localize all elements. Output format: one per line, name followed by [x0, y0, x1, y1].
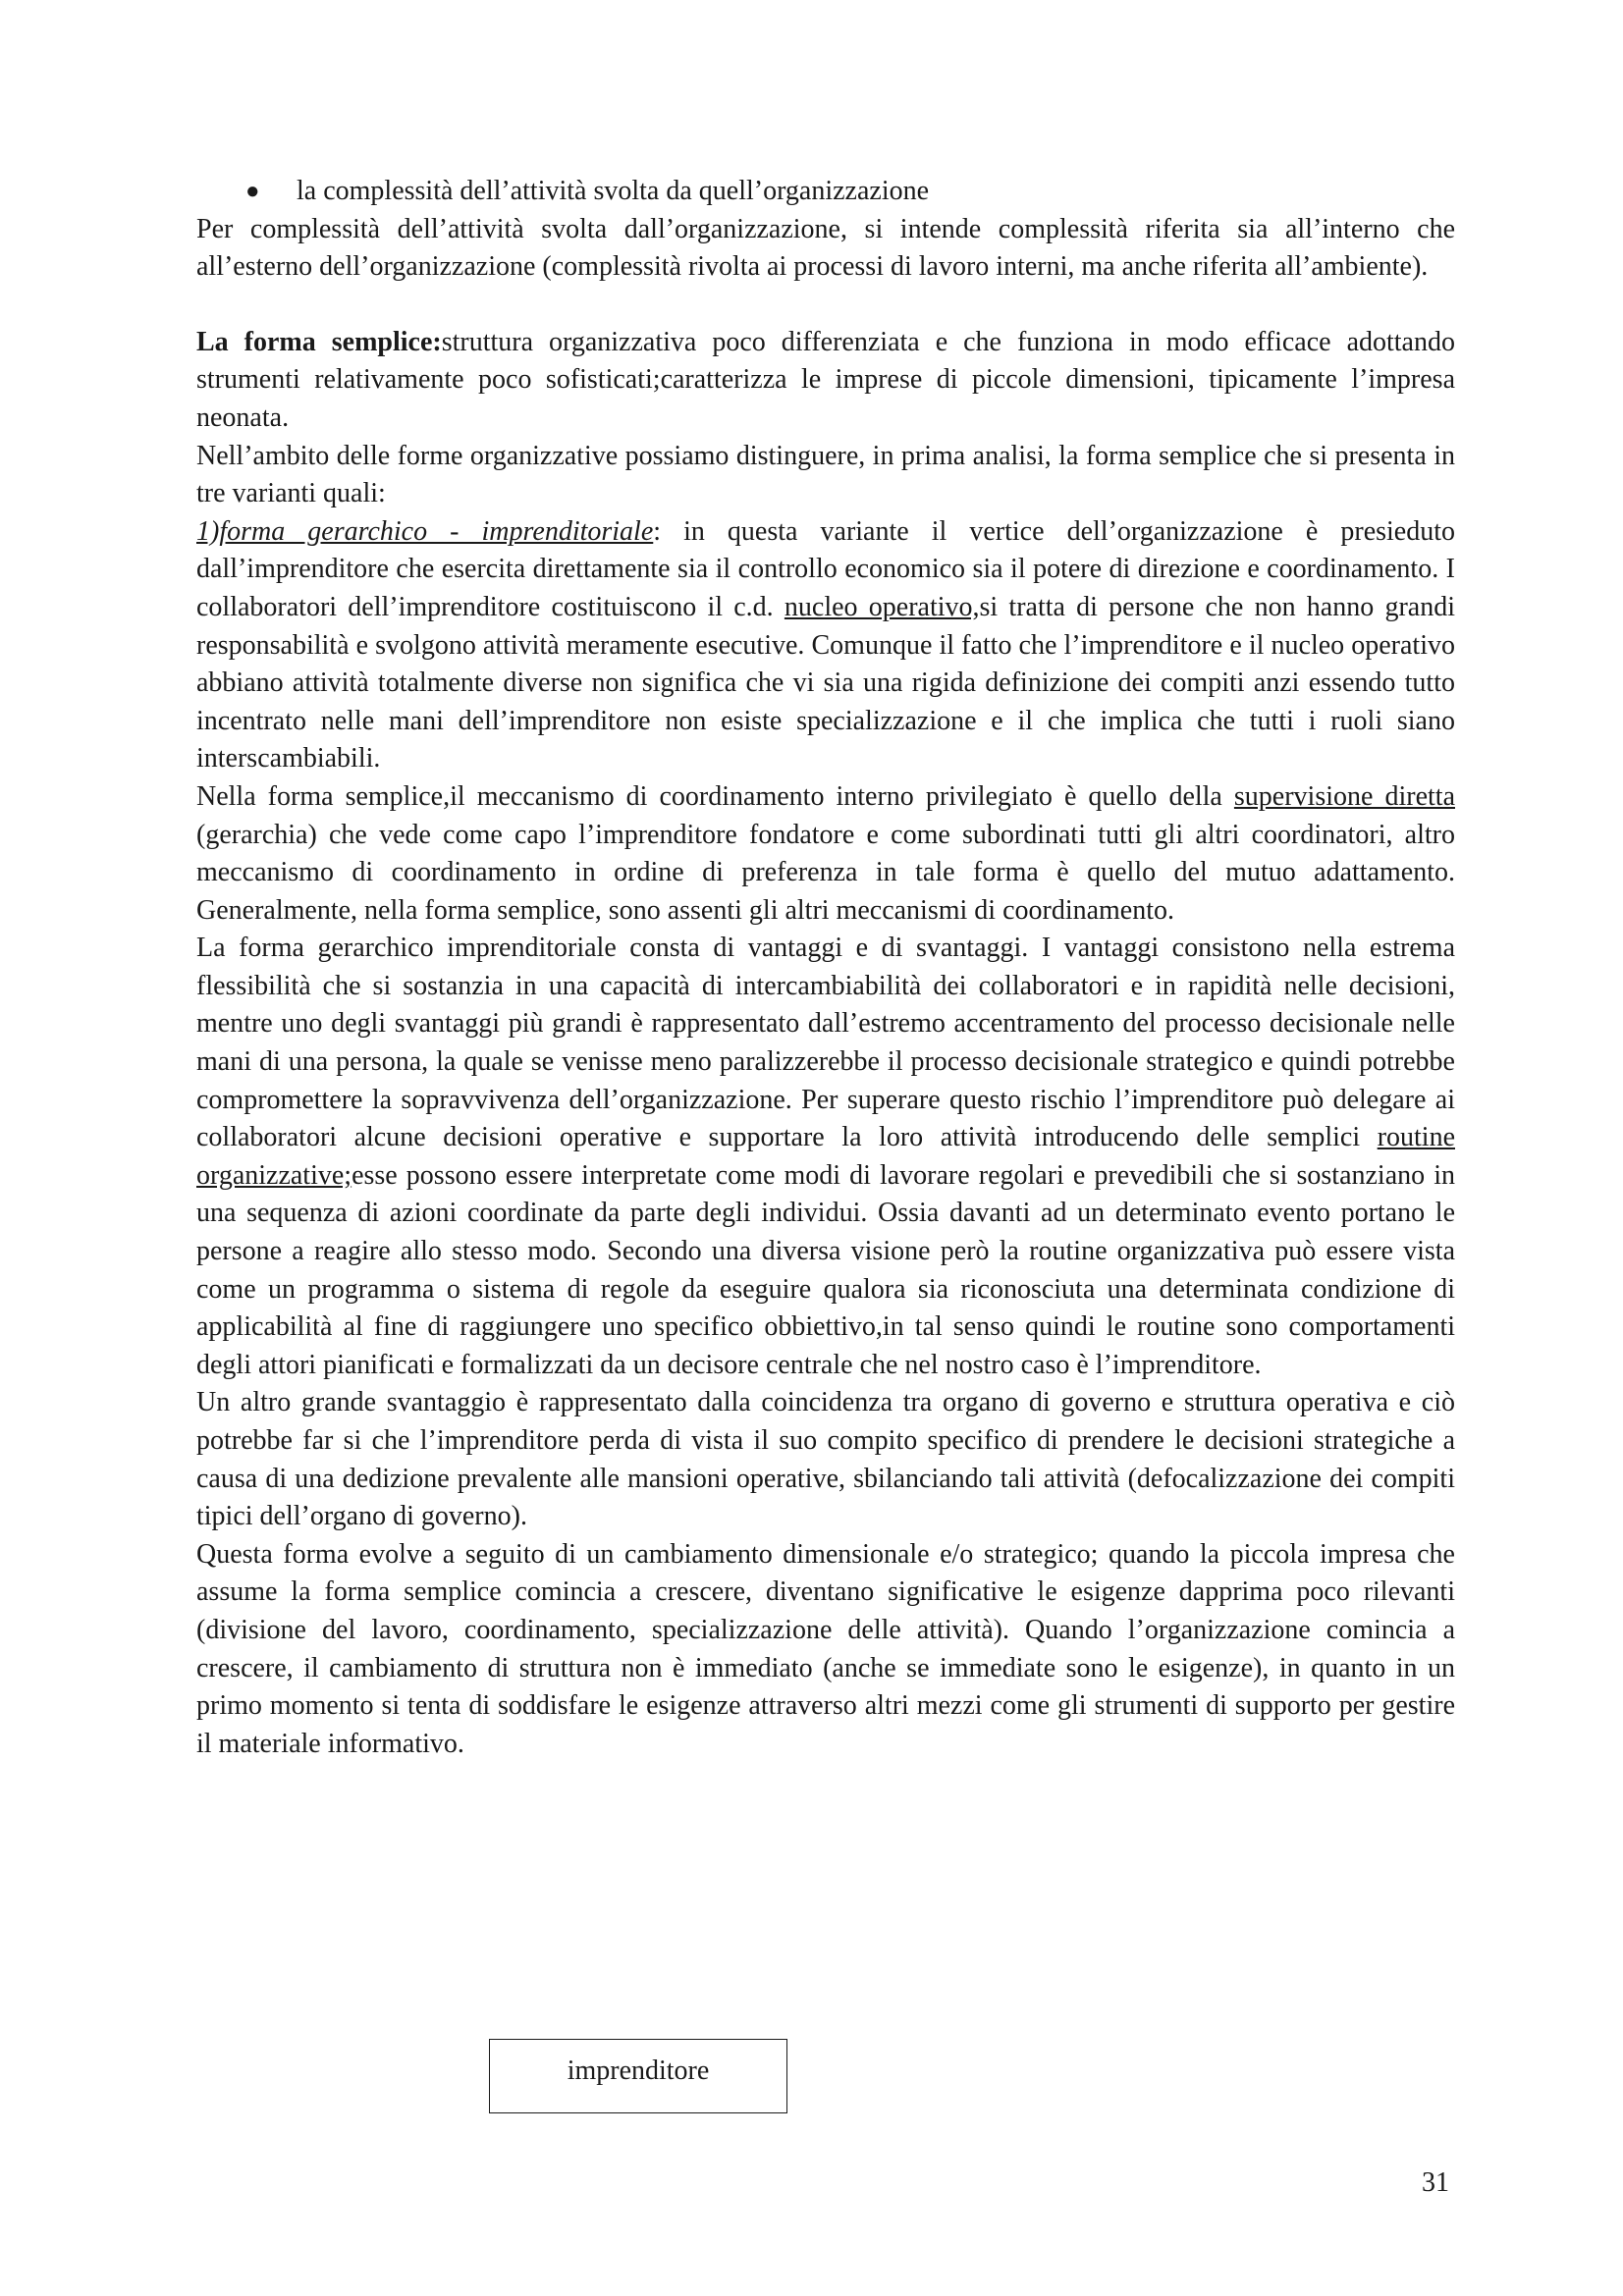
paragraph-supervisione — [196, 778, 1455, 930]
term-routine-organizzative: routine organizzative; — [196, 1122, 1455, 1191]
bullet-icon: ● — [245, 179, 260, 204]
section-heading: La forma semplice: — [196, 326, 442, 357]
page-number: 31 — [1422, 2167, 1449, 2198]
paragraph-text: struttura organizzativa poco differenziata e che funziona in modo efficace adottando strumenti relativamente poco sofisticati;caratterizza le imprese di piccole dimensioni, tipicamente l’impresa neonata. — [196, 326, 1455, 433]
paragraph-evoluzione: Questa forma evolve a seguito di un cambiamento dimensionale e/o strategico; quando la piccola impresa che assume la forma semplice comincia a crescere, diventano significative le esigenze dapprima poco rilevanti (divisione del lavoro, coordinamento, specializzazione delle attività). Quando l’organizzazione comincia a crescere, il cambiamento di struttura non è immediato (anche se immediate sono le esigenze), in quanto in un primo momento si tenta di soddisfare le esigenze attraverso altri mezzi come gli strumenti di supporto per gestire il materiale informativo. — [196, 1538, 1455, 1759]
paragraph-gerarchico-imprenditoriale — [196, 513, 1455, 778]
term-forma-gerarchico: 1)forma gerarchico - imprenditoriale — [196, 515, 654, 547]
term-supervisione-diretta: supervisione diretta — [1233, 780, 1455, 812]
diagram-box-imprenditore: imprenditore — [489, 2039, 787, 2113]
paragraph-svantaggio: Un altro grande svantaggio è rappresentato dalla coincidenza tra organo di governo e struttura operativa e ciò potrebbe far si che l’imprenditore perda di vista il suo compito specifico di prendere le decisioni strategiche a causa di una dedizione prevalente alle mansioni operative, sbilanciando tali attività (defocalizzazione dei compiti tipici dell’organo di governo). — [196, 1387, 1455, 1532]
paragraph-complessita: Per complessità dell’attività svolta dall’organizzazione, si intende complessità riferita sia all’interno che all’esterno dell’organizzazione (complessità rivolta ai processi di lavoro interni, ma anche riferita all’ambiente). — [196, 213, 1455, 283]
paragraph-text: La forma gerarchico imprenditoriale consta di vantaggi e di svantaggi. I vantaggi consistono nella estrema flessibilità che si sostanzia in una capacità di intercambiabilità dei collaboratori e in rapidità nelle decisioni, mentre uno degli svantaggi più grandi è rappresentato dall’estremo accentramento del processo decisionale nelle mani di una persona, la quale se venisse meno paralizzerebbe il processo decisionale strategico e quindi potrebbe compromettere la sopravvivenza dell’organizzazione. Per superare questo rischio l’imprenditore può delegare ai collaboratori alcune decisioni operative e supportare la loro attività introducendo delle semplici — [196, 933, 1455, 1153]
document-body — [196, 173, 1455, 1763]
paragraph-text: (gerarchia) che vede come capo l’imprenditore fondatore e come subordinati tutti gli altri coordinatori, altro meccanismo di coordinamento in ordine di preferenza in tale forma è quello del mutuo adattamento. Generalmente, nella forma semplice, sono assenti gli altri meccanismi di coordinamento. — [196, 819, 1455, 926]
paragraph-gap — [196, 287, 1455, 324]
paragraph-text: esse possono essere interpretate come modi di lavorare regolari e prevedibili che si sostanziano in una sequenza di azioni coordinate da parte degli individui. Ossia davanti ad un determinato evento portano le persone a reagire allo stesso modo. Secondo una diversa visione però la routine organizzativa può essere vista come un programma o sistema di regole da eseguire qualora sia riconosciuta una determinata condizione di applicabilità al fine di raggiungere uno specifico obbiettivo,in tal senso quindi le routine sono comportamenti degli attori pianificati e formalizzati da un decisore centrale che nel nostro caso è l’imprenditore. — [196, 1159, 1455, 1380]
term-nucleo-operativo: nucleo operativo, — [784, 591, 980, 622]
paragraph-text: si tratta di persone che non hanno grandi responsabilità e svolgono attività meramente esecutive. Comunque il fatto che l’imprenditore e il nucleo operativo abbiano attività totalmente diverse non significa che vi sia una rigida definizione dei compiti anzi essendo tutto incentrato nelle mani dell’imprenditore non esiste specializzazione e il che implica che tutti i ruoli siano interscambiabili. — [196, 591, 1456, 774]
paragraph-text: Nella forma semplice,il meccanismo di coordinamento interno privilegiato è quello della — [196, 780, 1234, 812]
paragraph-forma-semplice — [196, 324, 1455, 438]
bullet-list-item — [196, 173, 1455, 211]
paragraph-varianti: Nell’ambito delle forme organizzative possiamo distinguere, in prima analisi, la forma semplice che si presenta in tre varianti quali: — [196, 440, 1455, 509]
bullet-text: la complessità dell’attività svolta da quell’organizzazione — [297, 176, 930, 206]
paragraph-vantaggi — [196, 930, 1455, 1384]
paragraph-text: : in questa variante il vertice dell’organizzazione è presieduto dall’imprenditore che esercita direttamente sia il controllo economico sia il potere di direzione e coordinamento. I collaboratori dell’imprenditore costituiscono il c.d. — [196, 515, 1456, 622]
